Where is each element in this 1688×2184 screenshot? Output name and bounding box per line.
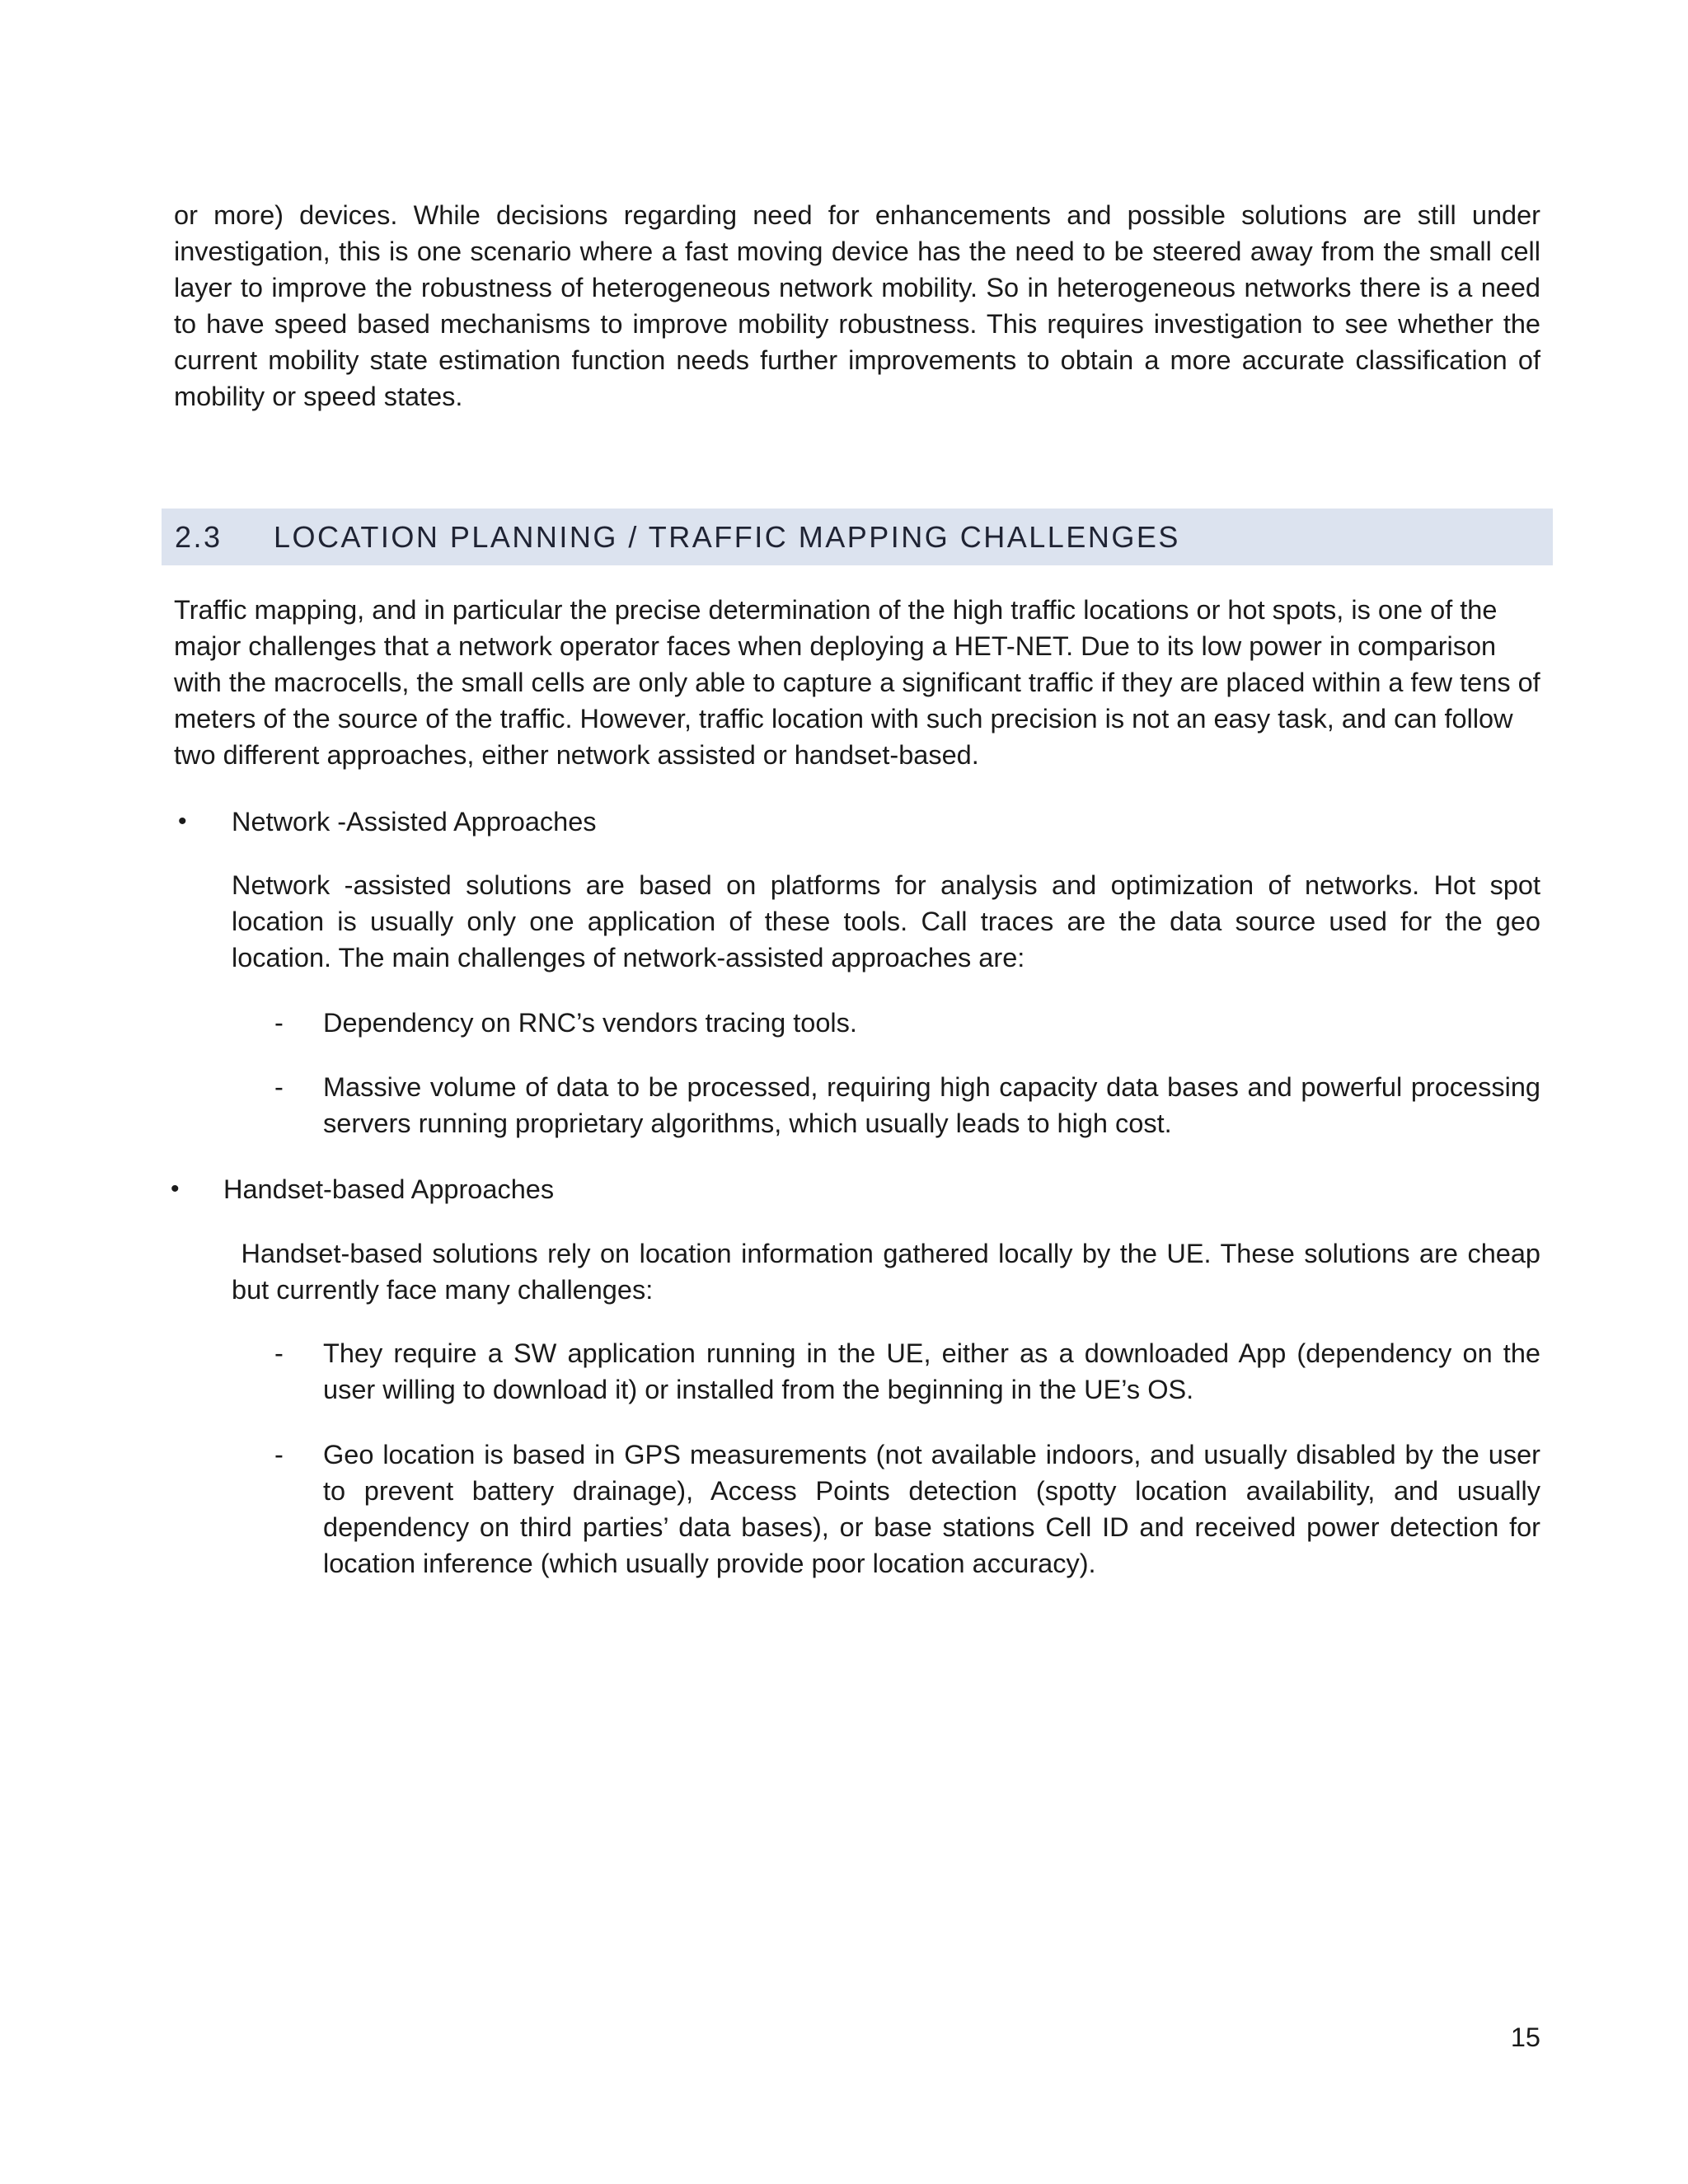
network-assisted-paragraph: Network -assisted solutions are based on platforms for analysis and optimization of networks. Hot spot location is usually only one application of these tools. Call traces are the data source used for the geo location. The main challenges of network-assisted approaches are: (232, 870, 1540, 972)
section-number: 2.3 (175, 519, 223, 554)
dash-icon: - (274, 1072, 284, 1102)
handset-based-heading: Handset-based Approaches (223, 1174, 555, 1204)
section-heading (162, 509, 1553, 565)
network-assisted-item: Dependency on RNC’s vendors tracing tools. (323, 1008, 857, 1038)
page-number: 15 (1510, 2022, 1540, 2052)
dash-icon: - (274, 1008, 284, 1038)
handset-based-paragraph: Handset-based solutions rely on location information gathered locally by the UE. These solutions are cheap but currently face many challenges: (232, 1239, 1549, 1305)
section-paragraph: Traffic mapping, and in particular the precise determination of the high traffic locations or hot spots, is one of the major challenges that a network operator faces when deploying a HET-NET. Due to its low power in comparison with the macrocells, the small cells are only able to capture a significant traffic if they are placed within a few tens of meters of the source of the traffic. However, traffic location with such precision is not an easy task, and can follow two different approaches, either network assisted or handset-based. (174, 595, 1540, 770)
dash-icon: - (274, 1440, 284, 1469)
section-title: LOCATION PLANNING / TRAFFIC MAPPING CHALLENGES (274, 519, 1180, 554)
dash-icon: - (274, 1338, 284, 1368)
bullet-icon: • (178, 808, 187, 835)
handset-based-item: Geo location is based in GPS measurements (not available indoors, and usually disabled by the user to prevent battery drainage), Access Points detection (spotty location availability, and usually dependency on third parties’ data bases), or base stations Cell ID and received power detection for location inference (which usually provide poor location accuracy). (323, 1440, 1540, 1578)
network-assisted-item: Massive volume of data to be processed, requiring high capacity data bases and powerful processing servers running proprietary algorithms, which usually leads to high cost. (323, 1072, 1540, 1138)
handset-based-item: They require a SW application running in the UE, either as a downloaded App (dependency on the user willing to download it) or installed from the beginning in the UE’s OS. (323, 1338, 1540, 1404)
network-assisted-heading: Network -Assisted Approaches (232, 807, 597, 837)
intro-paragraph: or more) devices. While decisions regarding need for enhancements and possible solutions are still under investigation, this is one scenario where a fast moving device has the need to be steered away from the small cell layer to improve the robustness of heterogeneous network mobility. So in heterogeneous networks there is a need to have speed based mechanisms to improve mobility robustness. This requires investigation to see whether the current mobility state estimation function needs further improvements to obtain a more accurate classification of mobility or speed states. (174, 200, 1540, 411)
bullet-icon: • (171, 1175, 180, 1202)
